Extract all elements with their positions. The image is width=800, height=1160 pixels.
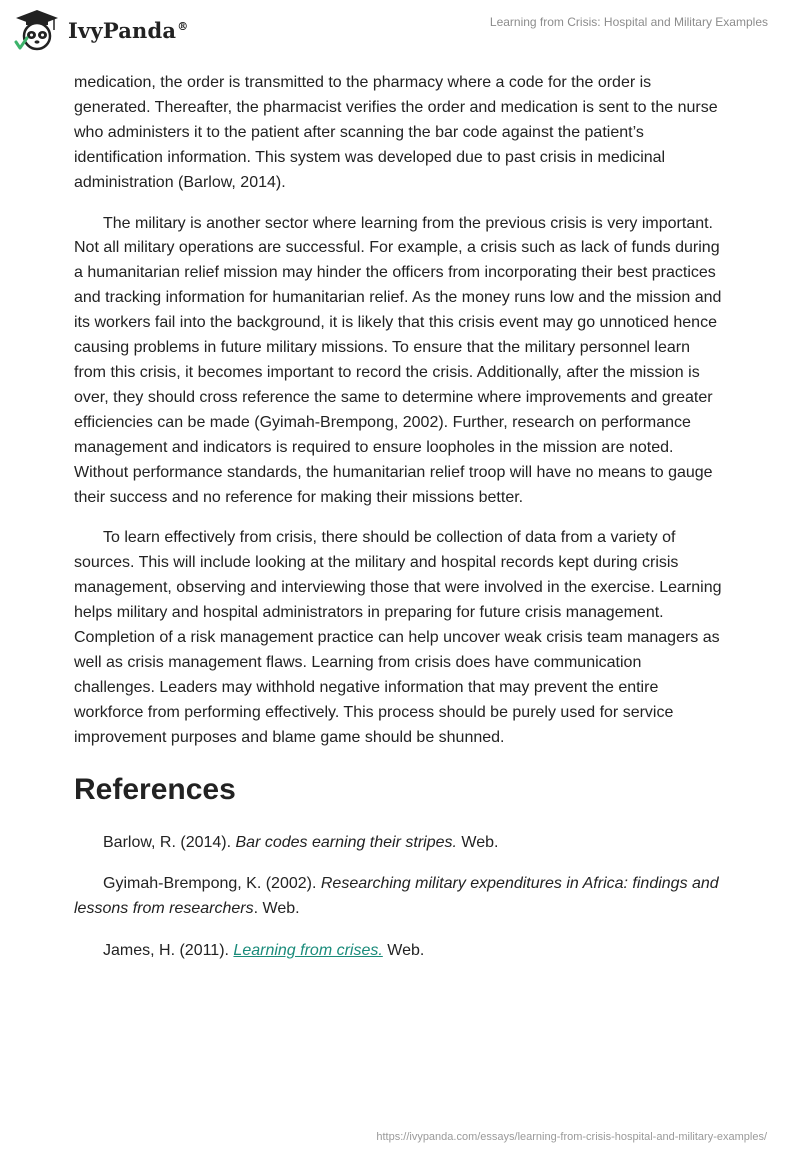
document-title: Learning from Crisis: Hospital and Military Examples [489, 15, 768, 29]
page-header [0, 0, 800, 70]
registered-mark: ® [177, 19, 189, 33]
reference-barlow: Barlow, R. (2014). Bar codes earning their stripes. Web. [103, 833, 499, 851]
reference-james: James, H. (2011). Learning from crises. Web. [103, 942, 425, 960]
brand-name: IvyPanda® [68, 17, 189, 43]
paragraph-learning: To learn effectively from crisis, there should be collection of data from a variety of sources. This will include looking at the military and hospital records kept during crisis management, observing and interviewing those that were involved in the exercise. Learning helps military and hospital administrators in preparing for future crisis management. Completion of a risk management practice can help uncover weak crisis team managers as well as crisis management flaws. Learning from crisis does have communication challenges. Leaders may withhold negative information that may prevent the entire workforce from performing effectively. This process should be purely used for service improvement purposes and blame game should be shunned. [74, 529, 722, 746]
reference-link-learning-from-crises[interactable]: Learning from crises. [233, 942, 383, 960]
reference-title: Bar codes earning their stripes. [235, 833, 457, 851]
reference-title: Researching military expenditures in Africa: findings and lessons from researchers [74, 875, 719, 918]
essay-content [74, 71, 724, 981]
panda-graduate-icon [14, 8, 60, 52]
reference-gyimah-brempong: Gyimah-Brempong, K. (2002). Researching military expenditures in Africa: findings and lessons from researchers. Web. [74, 875, 719, 918]
ivypanda-logo[interactable] [14, 8, 188, 52]
references-heading: References [74, 772, 236, 806]
page-url: https://ivypanda.com/essays/learning-from-crisis-hospital-and-military-examples/ [376, 1131, 767, 1143]
paragraph-military: The military is another sector where learning from the previous crisis is very important. Not all military operations are successful. For example, a crisis such as lack of funds during a humanitarian relief mission may hinder the officers from incorporating their best practices and tracking information for humanitarian relief. As the money runs low and the mission and its workers fail into the background, it is likely that this crisis event may go unnoticed hence causing problems in future military missions. To ensure that the military personnel learn from this crisis, it becomes important to record the crisis. Additionally, after the mission is over, they should cross reference the same to determine where improvements and greater efficiencies can be made (Gyimah-Brempong, 2002). Further, research on performance management and indicators is required to ensure loopholes in the mission are noted. Without performance standards, the humanitarian relief troop will have no means to gauge their success and no reference for making their missions better. [74, 214, 722, 506]
paragraph-medication: medication, the order is transmitted to the pharmacy where a code for the order is generated. Thereafter, the pharmacist verifies the order and medication is sent to the nurse who administers it to the patient after scanning the bar code against the patient’s identification information. This system was developed due to past crisis in medicinal administration (Barlow, 2014). [74, 74, 718, 191]
